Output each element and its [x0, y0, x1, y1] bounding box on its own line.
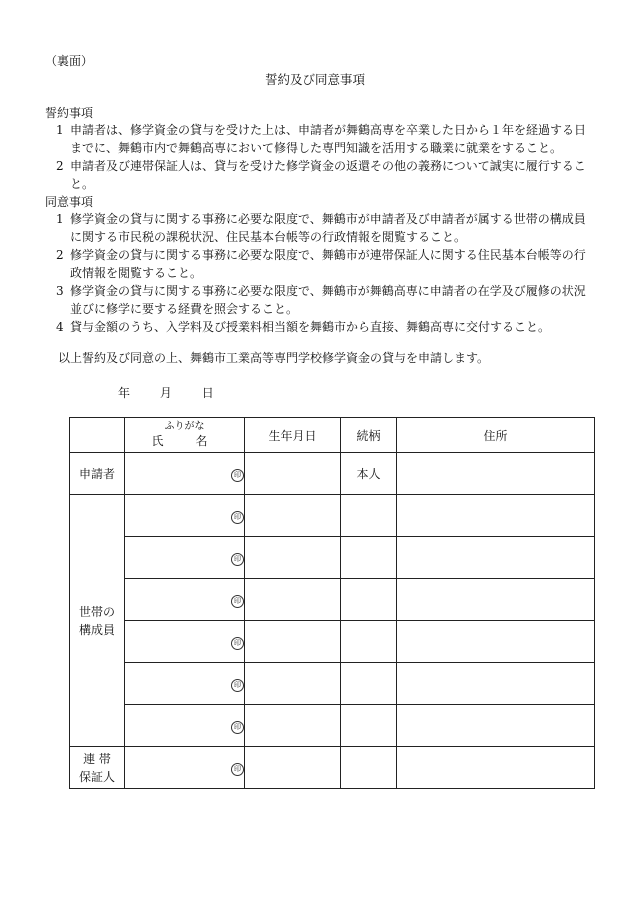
- applicant-label: 申請者: [70, 453, 125, 495]
- relation-field[interactable]: [341, 537, 397, 579]
- name-field[interactable]: [125, 663, 245, 705]
- relation-header: 続柄: [341, 418, 397, 453]
- household-row: [70, 705, 595, 747]
- birthdate-field[interactable]: [245, 495, 341, 537]
- applicant-row: [70, 453, 595, 495]
- table-header-row: [70, 418, 595, 453]
- seal-icon: 印: [231, 721, 244, 734]
- household-row: [70, 495, 595, 537]
- name-label: 氏 名: [151, 434, 218, 448]
- consent-item: [56, 282, 592, 318]
- birthdate-field[interactable]: [245, 621, 341, 663]
- relation-field[interactable]: [341, 663, 397, 705]
- household-row: [70, 663, 595, 705]
- birthdate-field[interactable]: [245, 537, 341, 579]
- household-row: [70, 537, 595, 579]
- name-header: [125, 418, 245, 453]
- address-field[interactable]: [397, 453, 595, 495]
- item-text: 修学資金の貸与に関する事務に必要な限度で、舞鶴市が舞鶴高専に申請者の在学及び履修の状況並びに修学に要する経費を照会すること。: [70, 284, 586, 316]
- item-text: 申請者は、修学資金の貸与を受けた上は、申請者が舞鶴高専を卒業した日から１年を経過する日までに、舞鶴市内で舞鶴高専において修得した専門知識を活用する職業に就業をすること。: [70, 123, 587, 155]
- household-label-line2: 構成員: [78, 622, 115, 637]
- household-label-line1: 世帯の: [78, 604, 115, 619]
- birthdate-header: 生年月日: [245, 418, 341, 453]
- consent-item: [56, 246, 592, 282]
- address-field[interactable]: [397, 579, 595, 621]
- consent-item: [56, 210, 592, 246]
- address-field[interactable]: [397, 705, 595, 747]
- guarantor-label-line2: 保証人: [78, 769, 115, 784]
- seal-icon: 印: [231, 679, 244, 692]
- name-field[interactable]: [125, 579, 245, 621]
- pledge-item: [56, 121, 592, 157]
- guarantor-label-line1: 連 帯: [83, 751, 111, 766]
- name-field[interactable]: [125, 495, 245, 537]
- name-field[interactable]: [125, 705, 245, 747]
- consent-heading: 同意事項: [45, 195, 94, 209]
- item-text: 修学資金の貸与に関する事務に必要な限度で、舞鶴市が連帯保証人に関する住民基本台帳等の行政情報を閲覧すること。: [70, 248, 586, 280]
- address-field[interactable]: [397, 495, 595, 537]
- furigana-label: ふりがな: [164, 421, 205, 432]
- address-field[interactable]: [397, 663, 595, 705]
- item-number: 1: [56, 212, 64, 226]
- seal-icon: 印: [231, 511, 244, 524]
- seal-icon: 印: [231, 763, 244, 776]
- household-row: [70, 579, 595, 621]
- item-number: 4: [56, 320, 64, 334]
- item-text: 貸与金額のうち、入学料及び授業料相当額を舞鶴市から直接、舞鶴高専に交付すること。: [70, 320, 551, 334]
- date-day-label: 日: [201, 386, 214, 400]
- relation-field[interactable]: [341, 621, 397, 663]
- birthdate-field[interactable]: [245, 747, 341, 789]
- back-side-label: （裏面）: [45, 54, 94, 68]
- address-field[interactable]: [397, 747, 595, 789]
- pledge-heading: 誓約事項: [45, 106, 94, 120]
- pledge-item: [56, 157, 592, 193]
- household-label: [70, 495, 125, 747]
- item-text: 申請者及び連帯保証人は、貸与を受けた修学資金の返還その他の義務について誠実に履行すること。: [70, 159, 586, 191]
- address-header: 住所: [397, 418, 595, 453]
- relation-field[interactable]: [341, 705, 397, 747]
- corner-cell: [70, 418, 125, 453]
- consent-item: [56, 318, 592, 336]
- address-field[interactable]: [397, 537, 595, 579]
- date-year-label: 年: [118, 386, 131, 400]
- guarantor-label: [70, 747, 125, 789]
- date-month-label: 月: [159, 386, 172, 400]
- birthdate-field[interactable]: [245, 453, 341, 495]
- item-number: 3: [56, 284, 64, 298]
- household-row: [70, 621, 595, 663]
- seal-icon: 印: [231, 637, 244, 650]
- birthdate-field[interactable]: [245, 579, 341, 621]
- applicant-table: [69, 417, 595, 789]
- relation-field[interactable]: [341, 495, 397, 537]
- item-number: 2: [56, 248, 64, 262]
- birthdate-field[interactable]: [245, 705, 341, 747]
- name-field[interactable]: [125, 747, 245, 789]
- relation-field[interactable]: [341, 747, 397, 789]
- guarantor-row: [70, 747, 595, 789]
- name-field[interactable]: [125, 453, 245, 495]
- item-text: 修学資金の貸与に関する事務に必要な限度で、舞鶴市が申請者及び申請者が属する世帯の構成員に関する市民税の課税状況、住民基本台帳等の行政情報を閲覧すること。: [70, 212, 586, 244]
- relation-field[interactable]: [341, 579, 397, 621]
- page-title: 誓約及び同意事項: [264, 72, 365, 87]
- date-line: [118, 384, 240, 401]
- item-number: 1: [56, 123, 64, 137]
- item-number: 2: [56, 159, 64, 173]
- seal-icon: 印: [231, 595, 244, 608]
- relation-field[interactable]: 本人: [341, 453, 397, 495]
- birthdate-field[interactable]: [245, 663, 341, 705]
- seal-icon: 印: [231, 469, 244, 482]
- closing-statement: 以上誓約及び同意の上、舞鶴市工業高等専門学校修学資金の貸与を申請します。: [58, 351, 490, 365]
- address-field[interactable]: [397, 621, 595, 663]
- seal-icon: 印: [231, 553, 244, 566]
- name-field[interactable]: [125, 537, 245, 579]
- name-field[interactable]: [125, 621, 245, 663]
